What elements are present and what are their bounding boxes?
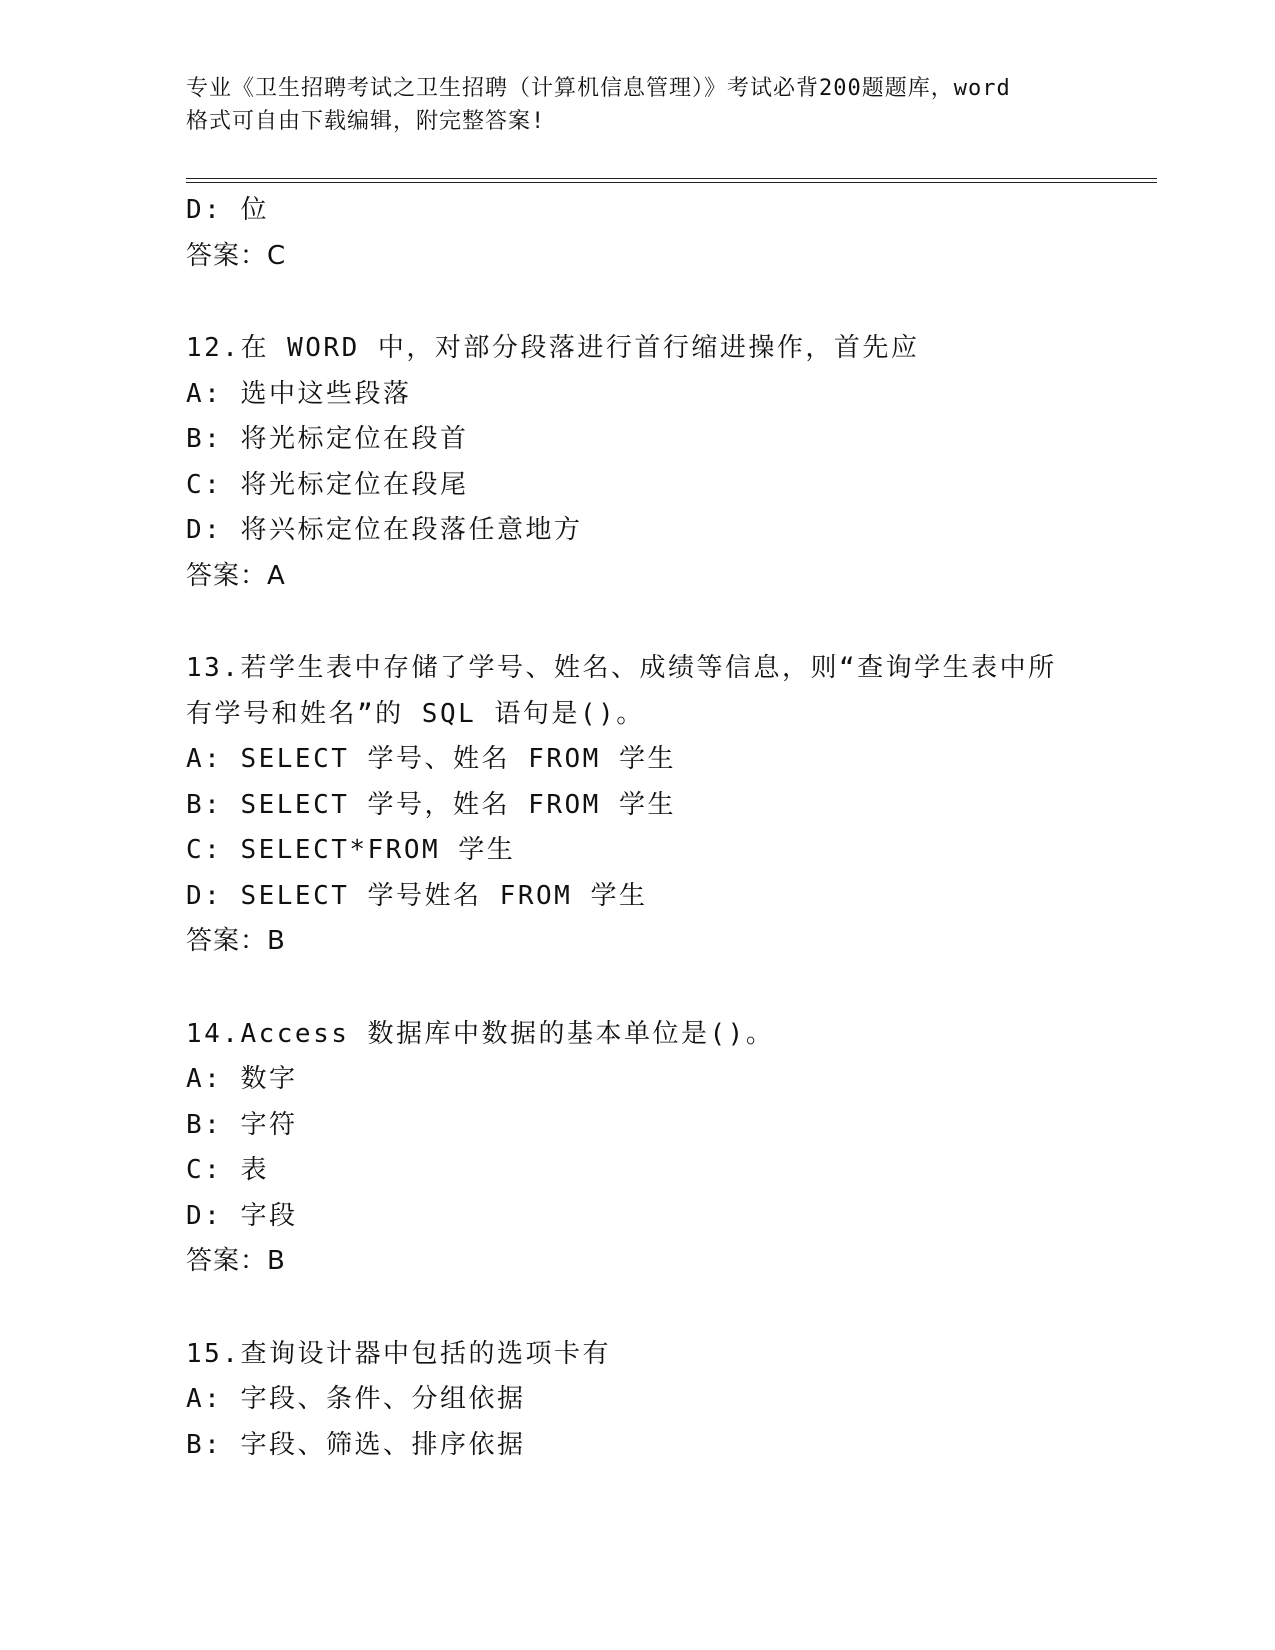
document-header	[186, 72, 1086, 138]
option-line: A: 数字	[186, 1064, 298, 1094]
question-text: 12.在 WORD 中，对部分段落进行首行缩进操作，首先应	[186, 333, 920, 363]
option-line: B: 字段、筛选、排序依据	[186, 1429, 526, 1460]
question-text: 有学号和姓名”的 SQL 语句是()。	[186, 698, 645, 729]
option-line: A: 字段、条件、分组依据	[186, 1384, 526, 1414]
option-line: B: 字符	[186, 1109, 298, 1140]
option-line: C: 表	[186, 1155, 269, 1185]
answer-line: 答案：B	[186, 926, 286, 956]
question-text: 14.Access 数据库中数据的基本单位是()。	[186, 1018, 775, 1049]
question-text: 13.若学生表中存储了学号、姓名、成绩等信息，则“查询学生表中所	[186, 653, 1057, 683]
question-list	[186, 188, 1146, 1468]
option-line: B: SELECT 学号，姓名 FROM 学生	[186, 789, 676, 820]
option-line: D: 字段	[186, 1200, 298, 1231]
header-rule-top	[186, 178, 1157, 179]
block-spacer	[186, 965, 1146, 1012]
option-line: C: SELECT*FROM 学生	[186, 835, 516, 865]
option-line: D: SELECT 学号姓名 FROM 学生	[186, 880, 648, 911]
block-spacer	[186, 599, 1146, 646]
answer-line: 答案：B	[186, 1246, 286, 1276]
option-line: B: 将光标定位在段首	[186, 424, 469, 454]
header-line-2: 格式可自由下载编辑，附完整答案!	[186, 109, 546, 134]
option-line: D: 将兴标定位在段落任意地方	[186, 515, 583, 545]
answer-line: 答案：A	[186, 560, 286, 591]
block-spacer	[186, 1285, 1146, 1332]
block-spacer	[186, 279, 1146, 326]
option-line: C: 将光标定位在段尾	[186, 469, 469, 500]
question-text: 15.查询设计器中包括的选项卡有	[186, 1338, 611, 1369]
answer-line: 答案：C	[186, 240, 287, 271]
header-line-1: 专业《卫生招聘考试之卫生招聘（计算机信息管理）》考试必背200题题库，word	[186, 76, 1011, 101]
option-line: D: 位	[186, 195, 269, 225]
option-line: A: SELECT 学号、姓名 FROM 学生	[186, 744, 676, 774]
option-line: A: 选中这些段落	[186, 378, 412, 409]
header-rule-bottom	[186, 182, 1157, 183]
